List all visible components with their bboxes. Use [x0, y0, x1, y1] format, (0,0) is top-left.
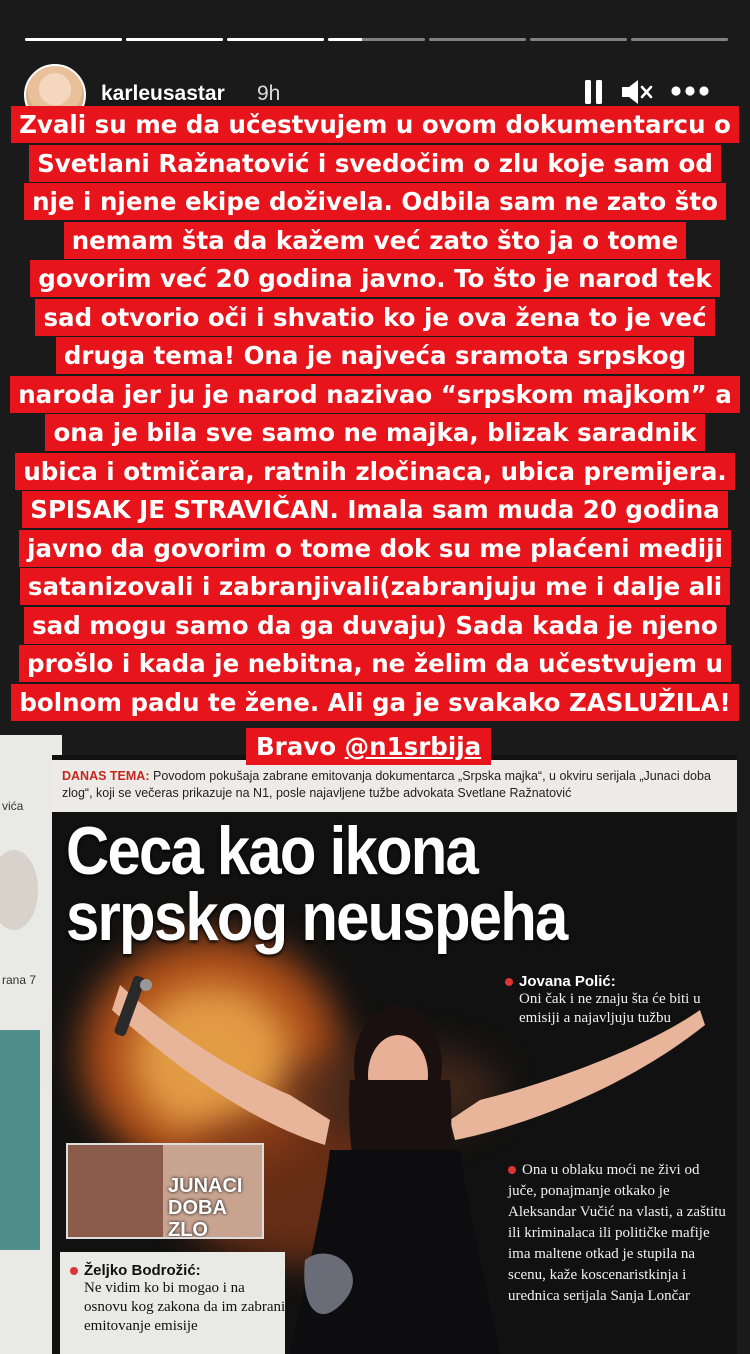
caption-mention-line — [246, 728, 491, 765]
caption-text: bolnom padu te žene. Ali ga je svakako ZASLUŽILA! — [11, 684, 738, 721]
article-headline — [66, 813, 638, 955]
quote-zeljko-bodrozic — [70, 1262, 290, 1336]
caption-text: prošlo i kada je nebitna, ne želim da učestvujem u — [19, 645, 731, 682]
article-thumbnail — [66, 1143, 264, 1239]
mention-link[interactable]: @n1srbija — [344, 732, 482, 761]
caption-line — [0, 260, 750, 299]
caption-text: nje i njene ekipe doživela. Odbila sam ne zato što — [24, 183, 726, 220]
caption-line — [0, 645, 750, 684]
caption-text: Svetlani Ražnatović i svedočim o zlu koje sam od — [29, 145, 721, 182]
thumbnail-face — [68, 1145, 163, 1237]
more-icon[interactable] — [670, 84, 710, 103]
caption-text: naroda jer ju je narod nazivao “srpskom majkom” a — [10, 376, 740, 413]
caption-line — [0, 145, 750, 184]
article-header — [52, 760, 737, 812]
left-page-fragment: rana 7 — [2, 973, 37, 987]
caption-line — [0, 222, 750, 261]
quote-text: Ne vidim ko bi mogao i na osnovu kog zakona da im zabrani emitovanje emisije — [84, 1280, 286, 1334]
article-deck-text: Povodom pokušaja zabrane emitovanja dokumentarca „Srpska majka“, u okviru serijala „Junaci doba zlog“, koji se večeras prikazuje na N1, posle najavljene tužbe advokata Svetlane Ražnatović — [62, 769, 711, 800]
article-kicker: DANAS TEMA: — [62, 769, 150, 783]
left-page-fragment: vića — [2, 799, 24, 813]
caption-text: govorim već 20 godina javno. To što je narod tek — [30, 260, 719, 297]
caption-text: ona je bila sve samo ne majka, blizak saradnik — [45, 414, 704, 451]
caption-line — [0, 106, 750, 145]
caption-text: sad otvorio oči i shvatio ko je ova žena to je već — [35, 299, 714, 336]
caption-text: javno da govorim o tome dok su me plaćeni mediji — [19, 530, 731, 567]
caption-line — [0, 376, 750, 415]
story-progress-segment — [227, 38, 324, 41]
story-progress — [25, 38, 728, 42]
caption-line — [0, 568, 750, 607]
caption-text: Zvali su me da učestvujem u ovom dokumentarcu o — [11, 106, 739, 143]
caption-line — [0, 299, 750, 338]
thumbnail-title: JUNACI DOBA ZLO — [168, 1175, 243, 1239]
caption-line — [0, 530, 750, 569]
story-progress-segment — [429, 38, 526, 41]
caption-text: Bravo — [256, 732, 345, 761]
quote-text: Ona u oblaku moći ne živi od juče, ponajmanje otkako je Aleksandar Vučić na vlasti, a zaštitu ili kriminalaca ili političke mafije ima maltene otkad je stupila na scenu, kaže koscenaristkinja i urednica serijala Sanja Lončar — [508, 1162, 726, 1304]
story-progress-segment — [530, 38, 627, 41]
quote-author: Jovana Polić: — [519, 973, 616, 990]
caption-text: SPISAK JE STRAVIČAN. Imala sam muda 20 godina — [22, 491, 727, 528]
bullet-icon — [508, 1166, 516, 1174]
quote-text: Oni čak i ne znaju šta će biti u emisiji a najavljuju tužbu — [519, 991, 701, 1026]
caption-line — [0, 337, 750, 376]
story-progress-fill — [25, 38, 122, 41]
story-progress-fill — [126, 38, 223, 41]
caption-text: sad mogu samo da ga duvaju) Sada kada je njeno — [24, 607, 726, 644]
story-progress-segment — [25, 38, 122, 41]
bullet-icon — [70, 1267, 78, 1275]
story-progress-fill — [328, 38, 362, 41]
quote-body-text — [508, 1160, 728, 1307]
caption-line — [0, 183, 750, 222]
caption-text: nemam šta da kažem već zato što ja o tome — [64, 222, 687, 259]
quote-author: Željko Bodrožić: — [84, 1262, 201, 1279]
story-progress-segment — [126, 38, 223, 41]
caption-line — [0, 453, 750, 492]
quote-jovana-polic — [505, 973, 715, 1028]
headline-line-1: Ceca kao ikona — [66, 813, 478, 889]
headline-line-2: srpskog neuspeha — [66, 879, 567, 955]
username[interactable]: karleusastar — [101, 82, 225, 105]
bullet-icon — [505, 978, 513, 986]
article-deck — [62, 768, 722, 802]
caption-line — [0, 414, 750, 453]
caption-line — [0, 684, 750, 723]
story-progress-segment — [328, 38, 425, 41]
caption-line — [0, 491, 750, 530]
caption-text: ubica i otmičara, ratnih zločinaca, ubica premijera. — [15, 453, 734, 490]
story-progress-segment — [631, 38, 728, 41]
caption-text: satanizovali i zabranjivali(zabranjuju me i dalje ali — [20, 568, 730, 605]
story-caption — [0, 106, 750, 722]
caption-line — [0, 607, 750, 646]
caption-text: druga tema! Ona je najveća sramota srpskog — [56, 337, 694, 374]
story-progress-fill — [227, 38, 324, 41]
timestamp: 9h — [257, 82, 281, 105]
